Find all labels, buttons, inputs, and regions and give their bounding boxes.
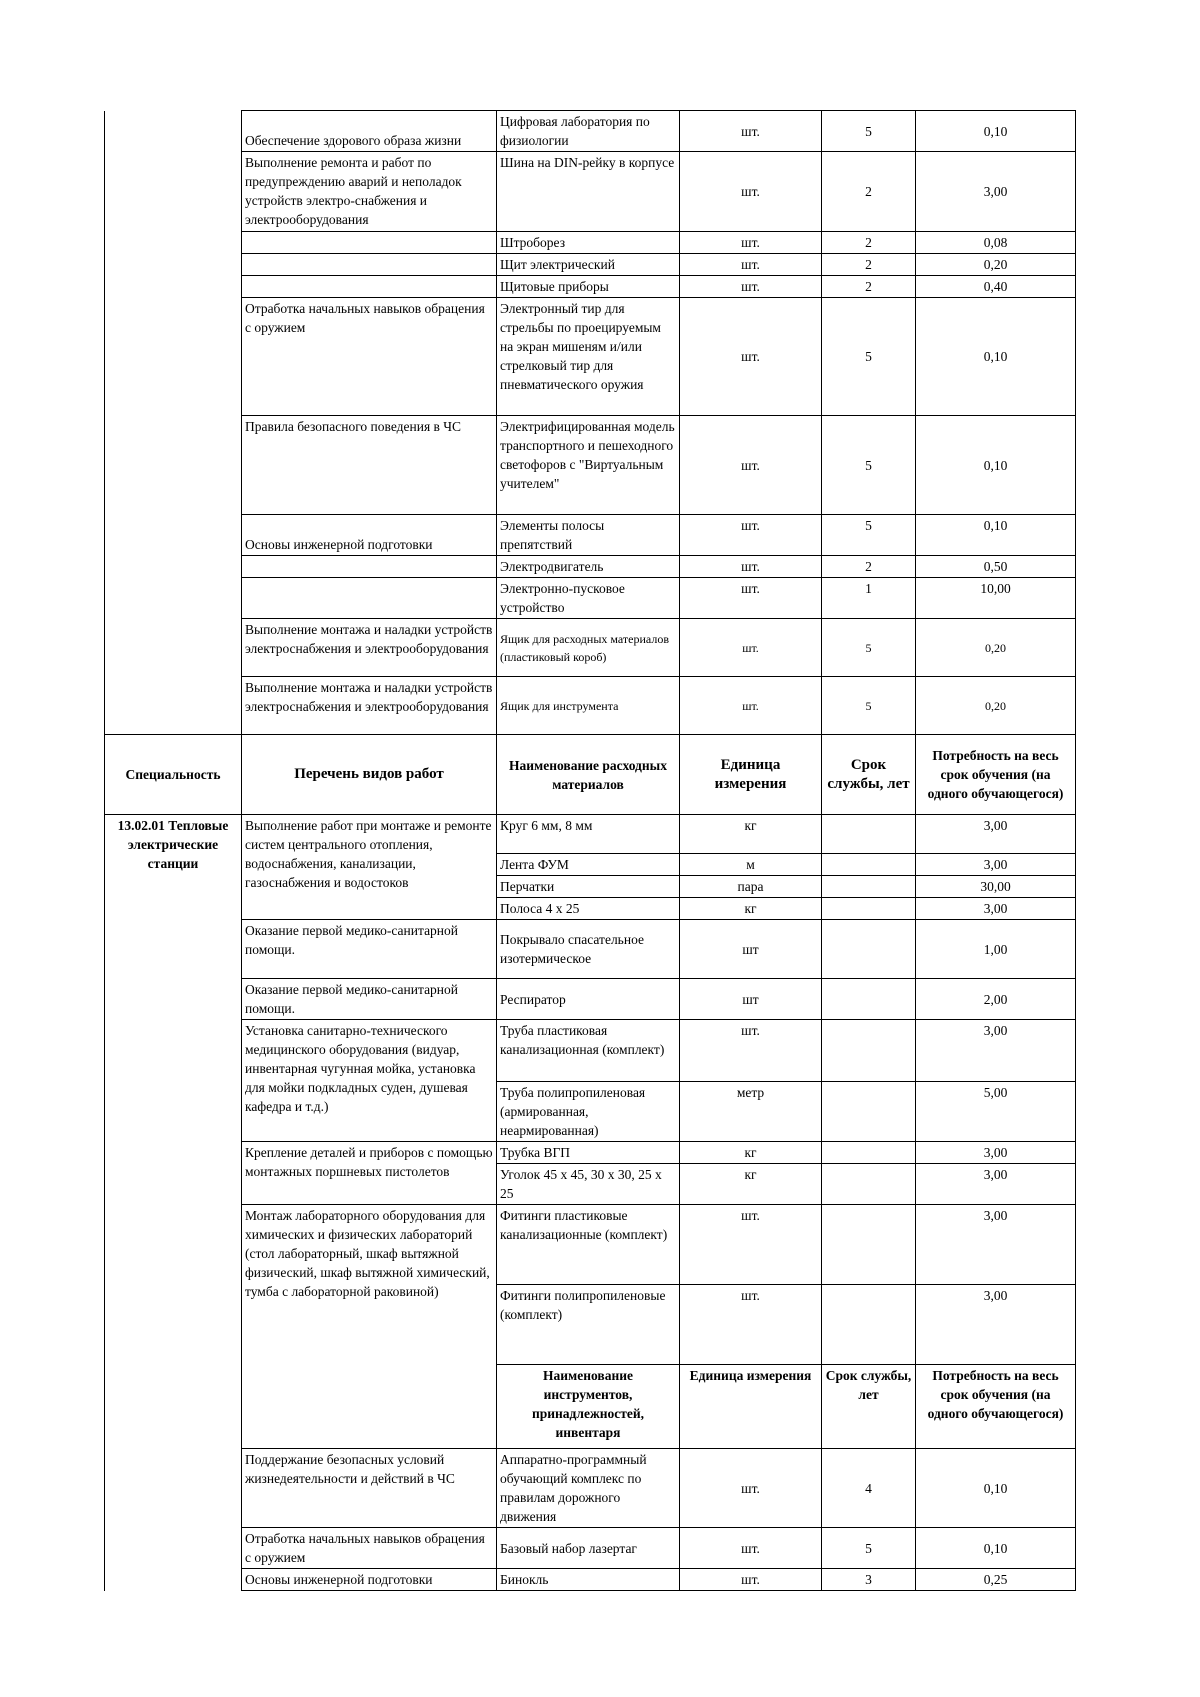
- specialty-cell: 13.02.01 Тепловые электрические станции: [105, 815, 242, 1365]
- header-need-2: Потребность на весь срок обучения (на одного обучающегося): [916, 1365, 1076, 1449]
- life-cell: 4: [822, 1449, 916, 1528]
- equipment-table: [104, 110, 1076, 1591]
- need-cell: 3,00: [916, 898, 1076, 920]
- header-life: Срок службы, лет: [822, 735, 916, 815]
- work-cell: Оказание первой медико-санитарной помощи.: [242, 920, 497, 979]
- life-cell: 2: [822, 556, 916, 578]
- work-cell: Отработка начальных навыков обрацения с оружием: [242, 1528, 497, 1569]
- need-cell: 0,50: [916, 556, 1076, 578]
- unit-cell: шт.: [680, 254, 822, 276]
- unit-cell: шт.: [680, 276, 822, 298]
- item-cell: Круг 6 мм, 8 мм: [497, 815, 680, 854]
- work-cell: Поддержание безопасных условий жизнедеятельности и действий в ЧС: [242, 1449, 497, 1528]
- unit-cell: шт.: [680, 416, 822, 515]
- life-cell: [822, 1082, 916, 1142]
- table-header-row: [105, 735, 1076, 815]
- need-cell: 0,10: [916, 416, 1076, 515]
- item-cell: Базовый набор лазертаг: [497, 1528, 680, 1569]
- life-cell: 5: [822, 515, 916, 556]
- need-cell: 1,00: [916, 920, 1076, 979]
- table-row: [105, 979, 1076, 1020]
- unit-cell: шт.: [680, 1205, 822, 1285]
- need-cell: 10,00: [916, 578, 1076, 619]
- need-cell: 0,10: [916, 111, 1076, 152]
- table-row: [105, 1205, 1076, 1285]
- life-cell: 5: [822, 677, 916, 735]
- work-cell: [242, 578, 497, 619]
- unit-cell: шт: [680, 979, 822, 1020]
- work-cell: [242, 254, 497, 276]
- unit-cell: м: [680, 854, 822, 876]
- header-need: Потребность на весь срок обучения (на одного обучающегося): [916, 735, 1076, 815]
- header-specialty: Специальность: [105, 735, 242, 815]
- life-cell: 5: [822, 619, 916, 677]
- header-works: Перечень видов работ: [242, 735, 497, 815]
- table-row: [105, 152, 1076, 232]
- need-cell: 0,40: [916, 276, 1076, 298]
- work-cell: [242, 276, 497, 298]
- life-cell: 2: [822, 254, 916, 276]
- header-tools: Наименование инструментов, принадлежностей, инвентаря: [497, 1365, 680, 1449]
- work-cell: Выполнение работ при монтаже и ремонте систем центрального отопления, водоснабжения, канализации, газоснабжения и водостоков: [242, 815, 497, 920]
- life-cell: 2: [822, 232, 916, 254]
- need-cell: 3,00: [916, 1164, 1076, 1205]
- table-row: [105, 111, 1076, 152]
- item-cell: Респиратор: [497, 979, 680, 1020]
- unit-cell: шт.: [680, 619, 822, 677]
- item-cell: Щитовые приборы: [497, 276, 680, 298]
- table-row: [105, 232, 1076, 254]
- work-cell: Установка санитарно-технического медицинского оборудования (видуар, инвентарная чугунная мойка, установка для мойки подкладных суден, душевая кафедра и т.д.): [242, 1020, 497, 1142]
- work-cell: Основы инженерной подготовки: [242, 1569, 497, 1591]
- need-cell: 30,00: [916, 876, 1076, 898]
- unit-cell: шт.: [680, 1020, 822, 1082]
- unit-cell: шт.: [680, 298, 822, 416]
- need-cell: 0,08: [916, 232, 1076, 254]
- life-cell: [822, 1164, 916, 1205]
- item-cell: Ящик для инструмента: [497, 677, 680, 735]
- life-cell: 3: [822, 1569, 916, 1591]
- header-unit-2: Единица измерения: [680, 1365, 822, 1449]
- life-cell: 5: [822, 298, 916, 416]
- table-row: [105, 1569, 1076, 1591]
- life-cell: 2: [822, 152, 916, 232]
- item-cell: Труба пластиковая канализационная (комплект): [497, 1020, 680, 1082]
- header-materials: Наименование расходных материалов: [497, 735, 680, 815]
- unit-cell: кг: [680, 1164, 822, 1205]
- item-cell: Фитинги пластиковые канализационные (комплект): [497, 1205, 680, 1285]
- table-row: [105, 1449, 1076, 1528]
- work-cell: Отработка начальных навыков обрацения с оружием: [242, 298, 497, 416]
- life-cell: [822, 854, 916, 876]
- life-cell: 2: [822, 276, 916, 298]
- table-row: [105, 1020, 1076, 1082]
- table-row: [105, 1142, 1076, 1164]
- life-cell: [822, 1205, 916, 1285]
- life-cell: 5: [822, 111, 916, 152]
- unit-cell: шт.: [680, 111, 822, 152]
- table-row: [105, 254, 1076, 276]
- table-row: [105, 619, 1076, 677]
- header-life-2: Срок службы, лет: [822, 1365, 916, 1449]
- item-cell: Перчатки: [497, 876, 680, 898]
- need-cell: 0,20: [916, 619, 1076, 677]
- unit-cell: шт.: [680, 578, 822, 619]
- work-cell: Выполнение ремонта и работ по предупреждению аварий и неполадок устройств электро-снабжения и электрооборудования: [242, 152, 497, 232]
- unit-cell: шт.: [680, 677, 822, 735]
- table-row: [105, 298, 1076, 416]
- table-row: [105, 515, 1076, 556]
- item-cell: Электронный тир для стрельбы по проецируемым на экран мишеням и/или стрелковый тир для пневматического оружия: [497, 298, 680, 416]
- unit-cell: шт: [680, 920, 822, 979]
- item-cell: Шина на DIN-рейку в корпусе: [497, 152, 680, 232]
- item-cell: Уголок 45 х 45, 30 х 30, 25 х 25: [497, 1164, 680, 1205]
- unit-cell: шт.: [680, 1569, 822, 1591]
- work-cell: Выполнение монтажа и наладки устройств электроснабжения и электрооборудования: [242, 677, 497, 735]
- unit-cell: метр: [680, 1082, 822, 1142]
- table-row: [105, 416, 1076, 515]
- item-cell: Цифровая лаборатория по физиологии: [497, 111, 680, 152]
- unit-cell: шт.: [680, 1285, 822, 1365]
- item-cell: Электронно-пусковое устройство: [497, 578, 680, 619]
- unit-cell: шт.: [680, 1449, 822, 1528]
- need-cell: 0,20: [916, 254, 1076, 276]
- item-cell: Штроборез: [497, 232, 680, 254]
- item-cell: Полоса 4 х 25: [497, 898, 680, 920]
- unit-cell: шт.: [680, 232, 822, 254]
- item-cell: Элементы полосы препятствий: [497, 515, 680, 556]
- need-cell: 2,00: [916, 979, 1076, 1020]
- table-row: [105, 276, 1076, 298]
- life-cell: [822, 876, 916, 898]
- life-cell: [822, 1020, 916, 1082]
- item-cell: Покрывало спасательное изотермическое: [497, 920, 680, 979]
- need-cell: 0,25: [916, 1569, 1076, 1591]
- table-row: [105, 556, 1076, 578]
- item-cell: Электродвигатель: [497, 556, 680, 578]
- table-row: [105, 920, 1076, 979]
- item-cell: Труба полипропиленовая (армированная, неармированная): [497, 1082, 680, 1142]
- item-cell: Щит электрический: [497, 254, 680, 276]
- work-cell: [242, 232, 497, 254]
- need-cell: 0,10: [916, 1528, 1076, 1569]
- need-cell: 0,10: [916, 298, 1076, 416]
- work-cell: Монтаж лабораторного оборудования для химических и физических лабораторий (стол лабораторный, шкаф вытяжной физический, шкаф вытяжной химический, тумба с лабораторной раковиной): [242, 1205, 497, 1449]
- work-cell: Основы инженерной подготовки: [242, 515, 497, 556]
- work-cell: Правила безопасного поведения в ЧС: [242, 416, 497, 515]
- work-cell: [242, 556, 497, 578]
- unit-cell: шт.: [680, 556, 822, 578]
- unit-cell: кг: [680, 1142, 822, 1164]
- need-cell: 3,00: [916, 1020, 1076, 1082]
- item-cell: Трубка ВГП: [497, 1142, 680, 1164]
- life-cell: 5: [822, 416, 916, 515]
- need-cell: 3,00: [916, 152, 1076, 232]
- life-cell: [822, 1142, 916, 1164]
- need-cell: 3,00: [916, 1205, 1076, 1285]
- life-cell: 5: [822, 1528, 916, 1569]
- item-cell: Ящик для расходных материалов (пластиковый короб): [497, 619, 680, 677]
- item-cell: Фитинги полипропиленовые (комплект): [497, 1285, 680, 1365]
- need-cell: 0,20: [916, 677, 1076, 735]
- unit-cell: шт.: [680, 515, 822, 556]
- unit-cell: кг: [680, 898, 822, 920]
- header-unit: Единица измерения: [680, 735, 822, 815]
- item-cell: Электрифицированная модель транспортного и пешеходного светофоров с "Виртуальным учителем": [497, 416, 680, 515]
- need-cell: 3,00: [916, 854, 1076, 876]
- work-cell: Оказание первой медико-санитарной помощи.: [242, 979, 497, 1020]
- item-cell: Лента ФУМ: [497, 854, 680, 876]
- need-cell: 3,00: [916, 1142, 1076, 1164]
- life-cell: [822, 979, 916, 1020]
- work-cell: Обеспечение здорового образа жизни: [242, 111, 497, 152]
- unit-cell: пара: [680, 876, 822, 898]
- need-cell: 0,10: [916, 515, 1076, 556]
- work-cell: Крепление деталей и приборов с помощью монтажных поршневых пистолетов: [242, 1142, 497, 1205]
- life-cell: [822, 898, 916, 920]
- unit-cell: шт.: [680, 1528, 822, 1569]
- need-cell: 3,00: [916, 1285, 1076, 1365]
- unit-cell: шт.: [680, 152, 822, 232]
- table-row: [105, 578, 1076, 619]
- unit-cell: кг: [680, 815, 822, 854]
- need-cell: 0,10: [916, 1449, 1076, 1528]
- table-row: [105, 815, 1076, 854]
- life-cell: [822, 815, 916, 854]
- work-cell: Выполнение монтажа и наладки устройств электроснабжения и электрооборудования: [242, 619, 497, 677]
- table-row: [105, 677, 1076, 735]
- item-cell: Аппаратно-программный обучающий комплекс по правилам дорожного движения: [497, 1449, 680, 1528]
- life-cell: [822, 920, 916, 979]
- need-cell: 3,00: [916, 815, 1076, 854]
- need-cell: 5,00: [916, 1082, 1076, 1142]
- life-cell: [822, 1285, 916, 1365]
- item-cell: Бинокль: [497, 1569, 680, 1591]
- table-row: [105, 1528, 1076, 1569]
- life-cell: 1: [822, 578, 916, 619]
